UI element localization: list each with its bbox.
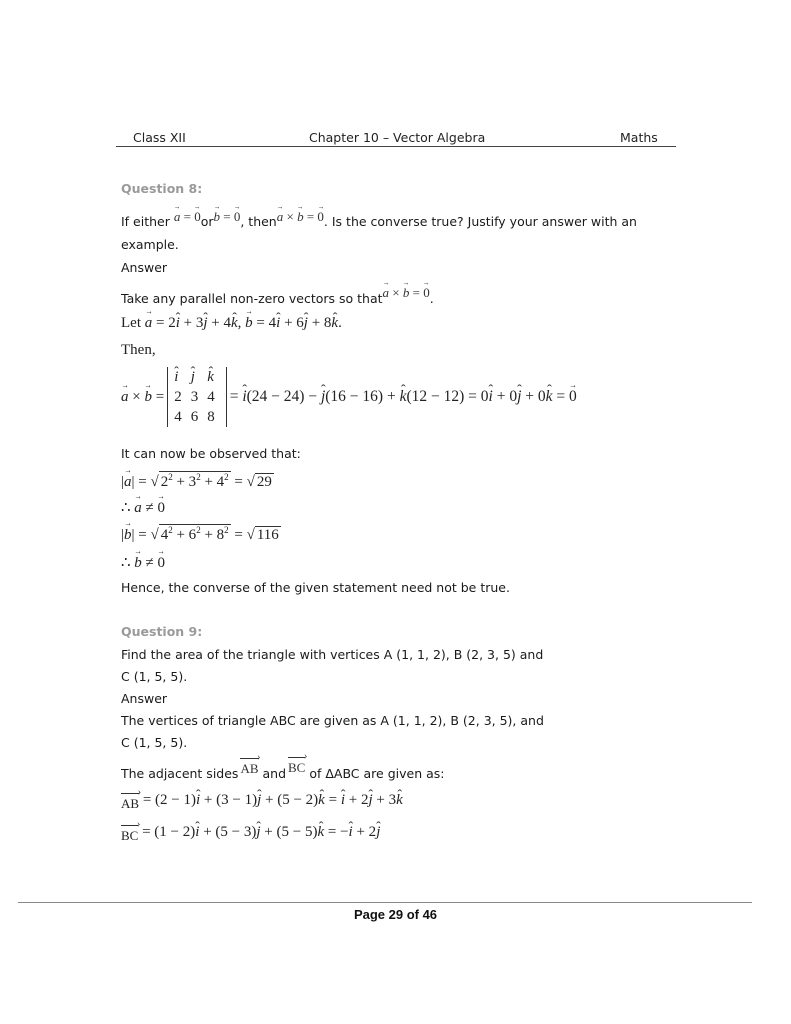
q9-sides-and: and: [262, 766, 287, 781]
question-9-statement-line2: C (1, 5, 5).: [121, 669, 188, 684]
q9-bc-vector: BC ›: [288, 760, 305, 776]
question-8-statement-line2: example.: [121, 237, 179, 252]
q8-magnitude-a: |→ a| = √ $2^2 + 3^2 + 4^2$ = √ 29: [121, 471, 274, 491]
det-cell: 8: [207, 408, 215, 425]
q9-bc-equation: BC › = (1 − 2)ˆ i + (5 − 3)ˆ j + (5 − 5)ˆ k = −ˆ i + 2ˆ j: [121, 824, 380, 841]
det-cell: 2: [174, 388, 182, 405]
q8-parallel-text: Take any parallel non-zero vectors so that: [121, 291, 383, 306]
q8-let-line: Let → a = 2ˆ i + 3ˆ j + 4ˆ k, → b = 4ˆ i + 6ˆ j + 8ˆ k.: [121, 315, 342, 332]
det-cell: 4: [174, 408, 182, 425]
q8-parallel-end: .: [429, 291, 434, 306]
q8-text-or: or: [200, 214, 214, 229]
q9-sides-text: The adjacent sides: [121, 766, 239, 781]
det-rhs: = ˆ i(24 − 24) − ˆ j(16 − 16) + ˆ k(12 − 12) = 0ˆ i + 0ˆ j + 0ˆ k = → 0: [230, 388, 577, 405]
question-9-answer-label: Answer: [121, 691, 168, 706]
q9-vertices-line2: C (1, 5, 5).: [121, 735, 188, 750]
q8-math-b-zero: → b = → 0: [214, 209, 241, 224]
det-cell: 6: [190, 408, 199, 425]
det-lhs: → a × → b =: [121, 389, 164, 405]
header-subject: Maths: [620, 130, 658, 145]
det-cell: 3: [190, 388, 199, 405]
q8-observed-text: It can now be observed that:: [121, 446, 301, 461]
q8-math-cross-zero: → a × → b = → 0: [277, 209, 324, 224]
q8-determinant-equation: [121, 367, 577, 427]
question-8-heading: Question 8:: [121, 181, 203, 196]
q8-magnitude-b: |→ b| = √ $4^2 + 6^2 + 8^2$ = √ 116: [121, 524, 281, 544]
header-divider: [116, 146, 676, 147]
determinant-matrix: ˆ i ˆ j ˆ k 2 3 4 4 6 8: [167, 367, 227, 427]
q9-sides-text2: of ΔABC are given as:: [305, 766, 445, 781]
question-9-statement: Find the area of the triangle with vertices A (1, 1, 2), B (2, 3, 5) and: [121, 647, 544, 662]
q8-math-a-zero: → a = → 0: [174, 209, 201, 224]
question-8-statement: [121, 209, 637, 230]
q8-text-4: . Is the converse true? Justify your answer with an: [323, 214, 637, 229]
header-class: Class XII: [133, 130, 186, 145]
footer-divider: [18, 902, 752, 903]
question-9-heading: Question 9:: [121, 624, 203, 639]
question-8-answer-label: Answer: [121, 260, 168, 275]
q9-ab-equation: AB › = (2 − 1)ˆ i + (3 − 1)ˆ j + (5 − 2)ˆ k = ˆ i + 2ˆ j + 3ˆ k: [121, 792, 403, 809]
q9-adjacent-sides-line: [121, 760, 445, 782]
q9-ab-vector: AB ›: [240, 761, 258, 777]
q8-then-line: Then,: [121, 342, 156, 358]
header-chapter: Chapter 10 – Vector Algebra: [309, 130, 486, 145]
q8-therefore-a: ∴ → a ≠ → 0: [121, 498, 165, 517]
q9-vertices-line1: The vertices of triangle ABC are given as A (1, 1, 2), B (2, 3, 5), and: [121, 713, 544, 728]
q8-text-1: If either: [121, 214, 174, 229]
page-number: Page 29 of 46: [353, 907, 438, 922]
q8-therefore-b: ∴ → b ≠ → 0: [121, 553, 165, 572]
det-cell: 4: [207, 388, 215, 405]
q8-conclusion: Hence, the converse of the given statement need not be true.: [121, 580, 510, 595]
q8-parallel-line: [121, 285, 434, 307]
q8-text-then: , then: [240, 214, 277, 229]
q8-parallel-math: → a × → b = → 0: [383, 285, 430, 300]
